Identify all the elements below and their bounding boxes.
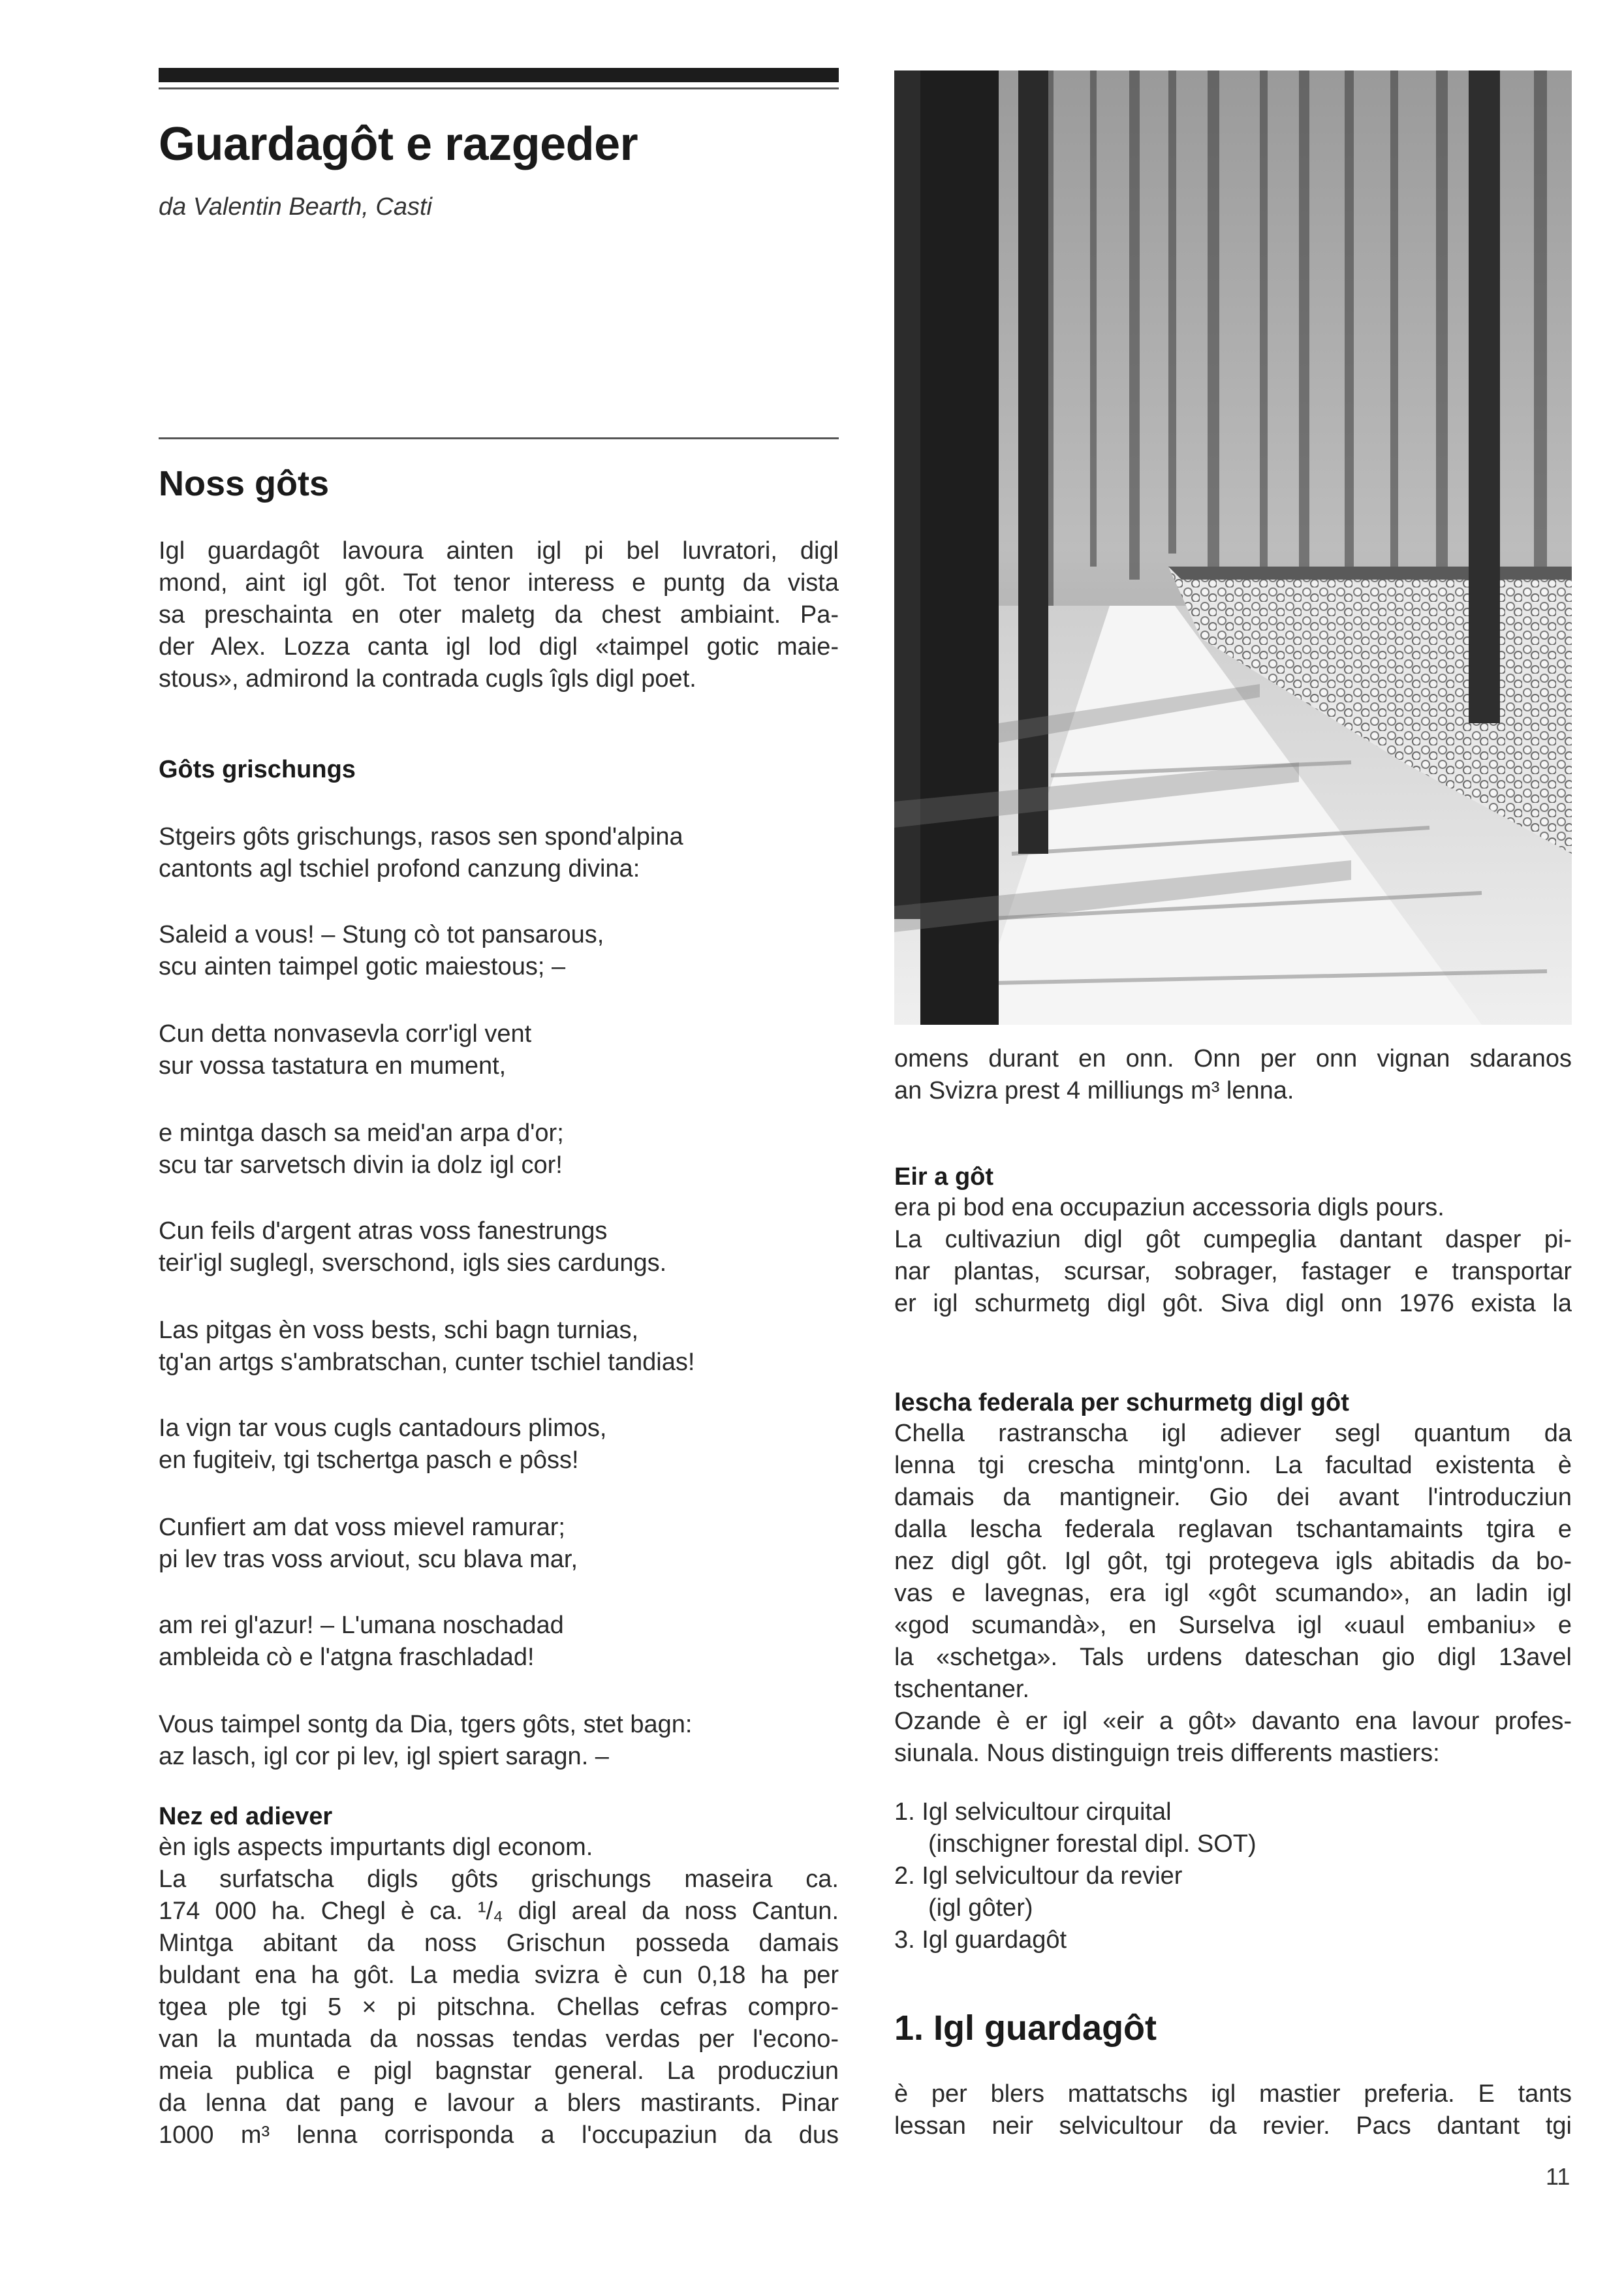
poem-line: cantonts agl tschiel profond canzung divina: — [159, 855, 640, 882]
text-line: La cultivaziun digl gôt cumpeglia dantant dasper pi- — [894, 1226, 1572, 1253]
list-item-text: Igl selvicultour cirquital — [922, 1798, 1172, 1826]
poem-line: sur vossa tastatura en mument, — [159, 1052, 507, 1080]
poem-stanza — [159, 1413, 606, 1476]
header-rule-thick — [159, 68, 839, 82]
article-byline: da Valentin Bearth, Casti — [159, 193, 432, 221]
profession-list — [894, 1796, 1572, 1956]
paragraph-igl-guardagot — [894, 2078, 1572, 2142]
text-line: Mintga abitant da noss Grischun posseda damais — [159, 1929, 839, 1957]
header-rule-thin — [159, 87, 839, 89]
text-line: an Svizra prest 4 milliungs m³ lenna. — [894, 1077, 1294, 1104]
poem-line: pi lev tras voss arviout, scu blava mar, — [159, 1546, 578, 1573]
list-item-sub: (inschigner forestal dipl. SOT) — [928, 1830, 1257, 1858]
poem-line: ambleida cò e l'atgna fraschladad! — [159, 1644, 535, 1671]
text-line: meia publica e pigl bagnstar general. La producziun — [159, 2057, 839, 2085]
text-line: stous», admirond la contrada cugls îgls digl poet. — [159, 665, 696, 693]
text-line: sa preschainta en oter maletg da chest ambiaint. Pa- — [159, 601, 839, 629]
text-line: tgea ple tgi 5 × pi pitschna. Chellas cefras compro- — [159, 1993, 839, 2021]
text-line: è per blers mattatschs igl mastier preferia. E tants — [894, 2080, 1572, 2108]
text-line: era pi bod ena occupaziun accessoria digls pours. — [894, 1194, 1444, 1221]
list-item-text: Igl selvicultour da revier — [922, 1862, 1183, 1890]
poem-line: e mintga dasch sa meid'an arpa d'or; — [159, 1119, 564, 1147]
poem-line: teir'igl suglegl, sverschond, igls sies cardungs. — [159, 1249, 667, 1277]
text-line: lessan neir selvicultour da revier. Pacs dantant tgi — [894, 2112, 1572, 2140]
text-line: dalla lescha federala reglavan tschantamaints tgira e — [894, 1516, 1572, 1543]
poem-line: Vous taimpel sontg da Dia, tgers gôts, stet bagn: — [159, 1711, 693, 1738]
text-line: mond, aint igl gôt. Tot tenor interess e puntg da vista — [159, 569, 839, 597]
text-line: 1000 m³ lenna corrisponda a l'occupaziun da dus — [159, 2121, 839, 2149]
text-line: buldant ena ha gôt. La media svizra è cun 0,18 ha per — [159, 1961, 839, 1989]
poem-stanza — [159, 1709, 692, 1773]
poem-stanza — [159, 1512, 578, 1576]
heading-igl-guardagot: 1. Igl guardagôt — [894, 2008, 1157, 2048]
list-item-number: 1. — [894, 1798, 915, 1826]
poem-line: Las pitgas èn voss bests, schi bagn turnias, — [159, 1317, 639, 1344]
poem-line: Cunfiert am dat voss mievel ramurar; — [159, 1514, 565, 1541]
paragraph-right-intro — [894, 1043, 1572, 1107]
text-line: tschentaner. — [894, 1676, 1030, 1703]
poem-line: scu tar sarvetsch divin ia dolz igl cor! — [159, 1151, 563, 1179]
poem-line: az lasch, igl cor pi lev, igl spiert saragn. – — [159, 1743, 609, 1770]
text-line: èn igls aspects impurtants digl econom. — [159, 1834, 593, 1861]
paragraph-eir-a-got — [894, 1192, 1572, 1320]
poem-stanza — [159, 919, 604, 983]
text-line: lenna tgi crescha mintg'onn. La facultad existenta è — [894, 1452, 1572, 1479]
poem-line: Stgeirs gôts grischungs, rasos sen spond'alpina — [159, 823, 683, 851]
poem-stanza — [159, 1018, 531, 1082]
list-item — [894, 1860, 1572, 1924]
list-item-number: 2. — [894, 1862, 915, 1890]
text-line: siunala. Nous distinguign treis differents mastiers: — [894, 1740, 1440, 1767]
poem-line: Cun feils d'argent atras voss fanestrungs — [159, 1217, 608, 1245]
text-line: der Alex. Lozza canta igl lod digl «taimpel gotic maie- — [159, 633, 839, 661]
poem-stanza — [159, 1610, 564, 1674]
text-line: la «schetga». Tals urdens dateschan gio digl 13avel — [894, 1644, 1572, 1671]
poem-line: Ia vign tar vous cugls cantadours plimos, — [159, 1414, 607, 1442]
poem-stanza — [159, 1315, 695, 1379]
text-line: Chella rastranscha igl adiever segl quantum da — [894, 1420, 1572, 1447]
poem-stanza — [159, 1215, 666, 1279]
text-line: nez digl gôt. Igl gôt, tgi protegeva igls abitadis da bo- — [894, 1548, 1572, 1575]
text-line: da lenna dat pang e lavour a blers mastirants. Pinar — [159, 2089, 839, 2117]
paragraph-lescha-federala — [894, 1418, 1572, 1770]
heading-noss-gots: Noss gôts — [159, 464, 330, 503]
heading-gots-grischungs: Gôts grischungs — [159, 756, 356, 783]
poem-line: Cun detta nonvasevla corr'igl vent — [159, 1020, 532, 1048]
poem-line: am rei gl'azur! – L'umana noschadad — [159, 1612, 564, 1639]
poem-line: en fugiteiv, tgi tschertga pasch e pôss! — [159, 1446, 579, 1474]
heading-lescha-federala: lescha federala per schurmetg digl gôt — [894, 1389, 1349, 1416]
text-line: er igl schurmetg digl gôt. Siva digl onn 1976 exista la — [894, 1290, 1572, 1317]
list-item — [894, 1924, 1572, 1956]
list-item-number: 3. — [894, 1926, 915, 1954]
text-line: Ozande è er igl «eir a gôt» davanto ena lavour profes- — [894, 1708, 1572, 1735]
forest-photo-illustration — [894, 70, 1572, 1025]
section-divider — [159, 437, 839, 439]
poem-line: tg'an artgs s'ambratschan, cunter tschiel tandias! — [159, 1349, 695, 1376]
forest-photo — [894, 70, 1572, 1025]
poem-line: scu ainten taimpel gotic maiestous; – — [159, 953, 566, 980]
list-item-text: Igl guardagôt — [922, 1926, 1067, 1954]
poem-stanza — [159, 821, 683, 885]
text-line: 174 000 ha. Chegl è ca. ¹/₄ digl areal da noss Cantun. — [159, 1897, 839, 1925]
page-number: 11 — [1546, 2163, 1570, 2190]
text-line: van la muntada da nossas tendas verdas per l'econo- — [159, 2025, 839, 2053]
heading-eir-a-got: Eir a gôt — [894, 1163, 994, 1191]
poem-line: Saleid a vous! – Stung cò tot pansarous, — [159, 921, 604, 948]
text-line: «god scumandà», en Surselva igl «uaul embaniu» e — [894, 1612, 1572, 1639]
list-item — [894, 1796, 1572, 1860]
heading-nez-ed-adiever: Nez ed adiever — [159, 1803, 333, 1830]
text-line: omens durant en onn. Onn per onn vignan sdaranos — [894, 1045, 1572, 1072]
text-line: Igl guardagôt lavoura ainten igl pi bel luvratori, digl — [159, 537, 839, 565]
paragraph-noss-gots — [159, 535, 839, 695]
article-title: Guardagôt e razgeder — [159, 118, 638, 170]
poem-stanza — [159, 1117, 564, 1181]
text-line: damais da mantigneir. Gio dei avant l'introducziun — [894, 1484, 1572, 1511]
text-line: La surfatscha digls gôts grischungs maseira ca. — [159, 1866, 839, 1893]
paragraph-nez-ed-adiever — [159, 1832, 839, 2151]
list-item-sub: (igl gôter) — [928, 1894, 1033, 1922]
text-line: nar plantas, scursar, sobrager, fastager e transportar — [894, 1258, 1572, 1285]
text-line: vas e lavegnas, era igl «gôt scumando», an ladin igl — [894, 1580, 1572, 1607]
